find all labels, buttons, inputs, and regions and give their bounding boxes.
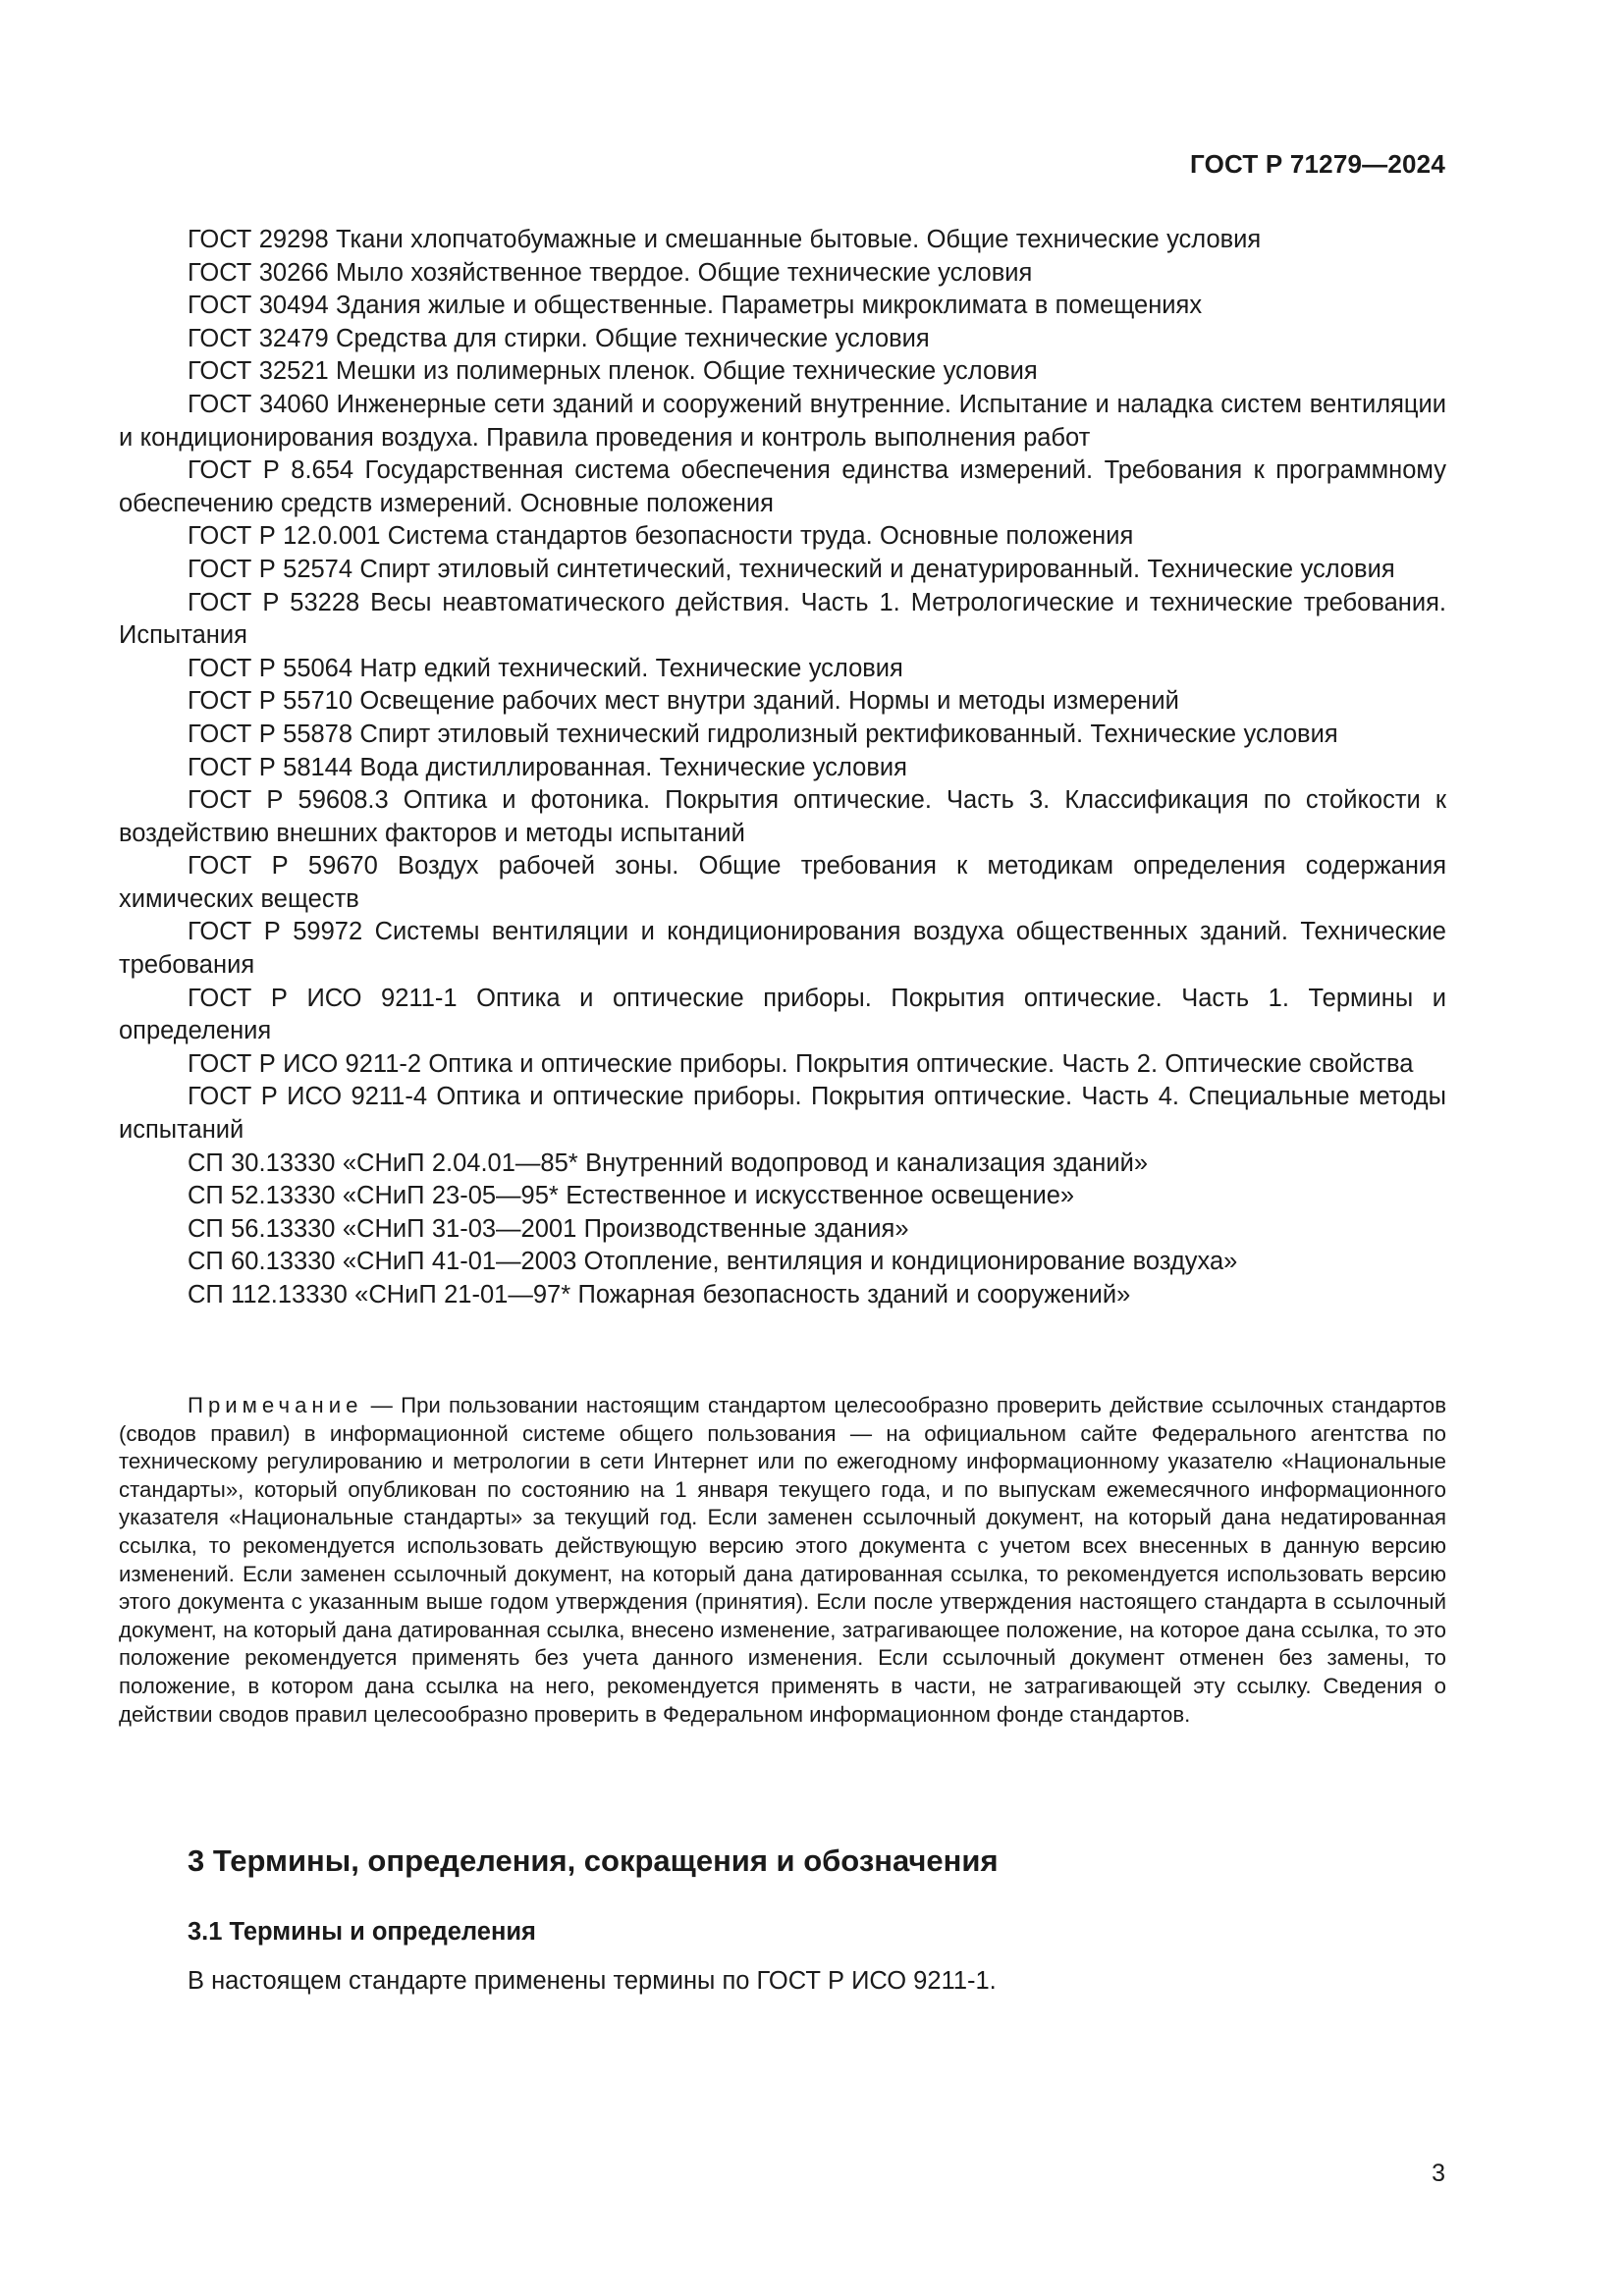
reference-item: ГОСТ Р ИСО 9211-1 Оптика и оптические приборы. Покрытия оптические. Часть 1. Термины и определения [119,984,1446,1045]
reference-item: ГОСТ 34060 Инженерные сети зданий и сооружений внутренние. Испытание и наладка систем вентиляции и кондиционирования воздуха. Правила проведения и контроль выполнения работ [119,390,1446,452]
reference-item: ГОСТ Р 12.0.001 Система стандартов безопасности труда. Основные положения [188,522,1134,551]
reference-item: ГОСТ Р 58144 Вода дистиллированная. Технические условия [188,753,907,781]
reference-item: ГОСТ Р 55710 Освещение рабочих мест внутри зданий. Нормы и методы измерений [188,687,1179,716]
note-paragraph [119,1392,1446,1729]
reference-item: ГОСТ Р ИСО 9211-2 Оптика и оптические приборы. Покрытия оптические. Часть 2. Оптические свойства [188,1049,1414,1078]
reference-item: ГОСТ Р 8.654 Государственная система обеспечения единства измерений. Требования к программному обеспечению средств измерений. Основные положения [119,456,1446,517]
reference-item: ГОСТ Р ИСО 9211-4 Оптика и оптические приборы. Покрытия оптические. Часть 4. Специальные методы испытаний [119,1083,1446,1145]
reference-item: ГОСТ Р 59608.3 Оптика и фотоника. Покрытия оптические. Часть 3. Классификация по стойкости к воздействию внешних факторов и методы испытаний [119,786,1446,847]
document-code-header: ГОСТ Р 71279—2024 [1190,149,1445,179]
reference-item: ГОСТ 30266 Мыло хозяйственное твердое. Общие технические условия [188,258,1033,287]
subsection-heading: 3.1 Термины и определения [188,1918,536,1946]
section-heading: 3 Термины, определения, сокращения и обозначения [188,1843,999,1878]
reference-item: ГОСТ 30494 Здания жилые и общественные. Параметры микроклимата в помещениях [188,292,1203,320]
reference-item: СП 30.13330 «СНиП 2.04.01—85* Внутренний водопровод и канализация зданий» [188,1148,1149,1177]
reference-item: СП 52.13330 «СНиП 23-05—95* Естественное и искусственное освещение» [188,1182,1075,1210]
reference-item: ГОСТ Р 52574 Спирт этиловый синтетический, технический и денатурированный. Технические условия [188,555,1395,583]
reference-item: ГОСТ Р 59972 Системы вентиляции и кондиционирования воздуха общественных зданий. Технические требования [119,918,1446,980]
reference-item: ГОСТ 32479 Средства для стирки. Общие технические условия [188,324,930,352]
reference-item: ГОСТ Р 55878 Спирт этиловый технический гидролизный ректификованный. Технические условия [188,720,1338,748]
body-paragraph: В настоящем стандарте применены термины по ГОСТ Р ИСО 9211-1. [188,1967,997,1995]
normative-references-list [119,224,1446,1312]
note-label: Примечание [188,1393,363,1417]
reference-item: СП 112.13330 «СНиП 21-01—97* Пожарная безопасность зданий и сооружений» [188,1281,1131,1308]
page-number: 3 [1432,2160,1445,2187]
reference-item: ГОСТ 32521 Мешки из полимерных пленок. Общие технические условия [188,357,1038,386]
reference-item: ГОСТ Р 55064 Натр едкий технический. Технические условия [188,654,903,682]
reference-item: СП 60.13330 «СНиП 41-01—2003 Отопление, вентиляция и кондиционирование воздуха» [188,1248,1238,1276]
reference-item: СП 56.13330 «СНиП 31-03—2001 Производственные здания» [188,1214,909,1243]
reference-item: ГОСТ Р 59670 Воздух рабочей зоны. Общие требования к методикам определения содержания химических веществ [119,852,1446,913]
reference-item: ГОСТ Р 53228 Весы неавтоматического действия. Часть 1. Метрологические и технические требования. Испытания [119,588,1446,650]
reference-item: ГОСТ 29298 Ткани хлопчатобумажные и смешанные бытовые. Общие технические условия [188,226,1262,253]
note-text: — При пользовании настоящим стандартом целесообразно проверить действие ссылочных стандартов (сводов правил) в информационной системе общего пользования — на официальном сайте Федерального агентства по техническому регулированию и метрологии в сети Интернет или по ежегодному информационному указателю «Национальные стандарты», который опубликован по состоянию на 1 января текущего года, и по выпускам ежемесячного информационного указателя «Национальные стандарты» за текущий год. Если заменен ссылочный документ, на который дана недатированная ссылка, то рекомендуется использовать действующую версию этого документа с учетом всех внесенных в данную версию изменений. Если заменен ссылочный документ, на который дана датированная ссылка, то рекомендуется использовать версию этого документа с указанным выше годом утверждения (принятия). Если после утверждения настоящего стандарта в ссылочный документ, на который дана датированная ссылка, внесено изменение, затрагивающее положение, на которое дана ссылка, то это положение рекомендуется применять без учета данного изменения. Если ссылочный документ отменен без замены, то положение, в котором дана ссылка на него, рекомендуется применять в части, не затрагивающей эту ссылку. Сведения о действии сводов правил целесообразно проверить в Федеральном информационном фонде стандартов. [119,1393,1446,1727]
